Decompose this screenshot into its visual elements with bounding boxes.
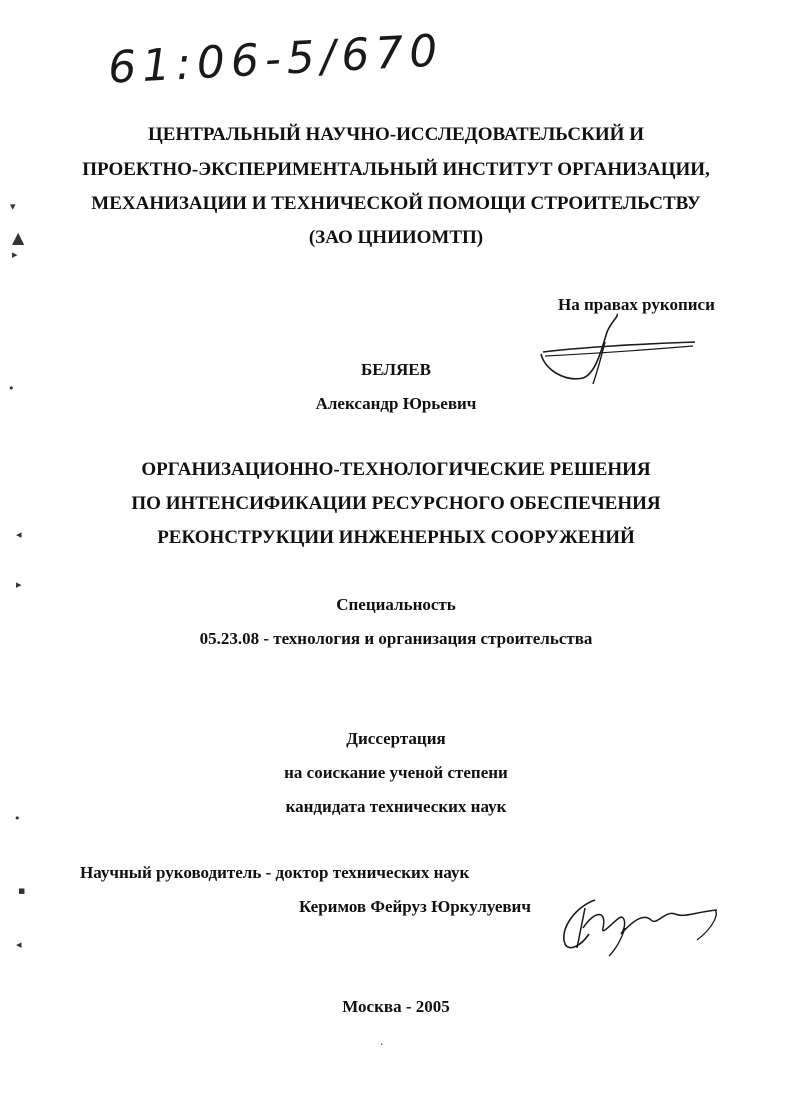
author-surname: БЕЛЯЕВ xyxy=(361,360,431,379)
scan-mark: ◂ xyxy=(16,938,22,951)
supervisor-signature xyxy=(555,888,725,960)
institute-name-line-2: ПРОЕКТНО-ЭКСПЕРИМЕНТАЛЬНЫЙ ИНСТИТУТ ОРГАНИЗАЦИИ, xyxy=(82,159,710,180)
handwritten-catalog-number: 61:06-5/670 xyxy=(106,25,445,94)
dissertation-label: Диссертация xyxy=(346,729,446,748)
scan-mark: • xyxy=(14,812,21,825)
scan-mark: ▸ xyxy=(12,248,18,261)
scan-mark: ▪ xyxy=(18,884,26,897)
place-and-year: Москва - 2005 xyxy=(342,997,450,1016)
specialty-label: Специальность xyxy=(336,595,456,614)
supervisor-role: Научный руководитель - доктор технических наук xyxy=(80,863,470,882)
dissertation-title-line-2: ПО ИНТЕНСИФИКАЦИИ РЕСУРСНОГО ОБЕСПЕЧЕНИЯ xyxy=(131,493,661,514)
scan-mark: ▾ xyxy=(10,200,16,213)
degree-line-2: кандидата технических наук xyxy=(285,797,507,816)
supervisor-name: Керимов Фейруз Юркулуевич xyxy=(299,897,531,916)
manuscript-rights-note: На правах рукописи xyxy=(558,295,715,314)
degree-line-1: на соискание ученой степени xyxy=(284,763,508,782)
scan-mark: ▲ xyxy=(12,228,25,247)
scan-mark: · xyxy=(380,1038,384,1051)
specialty-code: 05.23.08 - технология и организация строительства xyxy=(199,629,593,648)
dissertation-title-line-3: РЕКОНСТРУКЦИИ ИНЖЕНЕРНЫХ СООРУЖЕНИЙ xyxy=(157,527,635,548)
institute-abbreviation: (ЗАО ЦНИИОМТП) xyxy=(308,227,484,248)
scan-mark: ▸ xyxy=(16,578,22,591)
institute-name-line-3: МЕХАНИЗАЦИИ И ТЕХНИЧЕСКОЙ ПОМОЩИ СТРОИТЕЛЬСТВУ xyxy=(91,193,701,214)
scan-mark: • xyxy=(8,382,15,395)
dissertation-title-line-1: ОРГАНИЗАЦИОННО-ТЕХНОЛОГИЧЕСКИЕ РЕШЕНИЯ xyxy=(141,459,651,480)
institute-name-line-1: ЦЕНТРАЛЬНЫЙ НАУЧНО-ИССЛЕДОВАТЕЛЬСКИЙ И xyxy=(148,124,644,145)
scan-mark: ◂ xyxy=(16,528,22,541)
author-full-name: Александр Юрьевич xyxy=(315,394,477,413)
